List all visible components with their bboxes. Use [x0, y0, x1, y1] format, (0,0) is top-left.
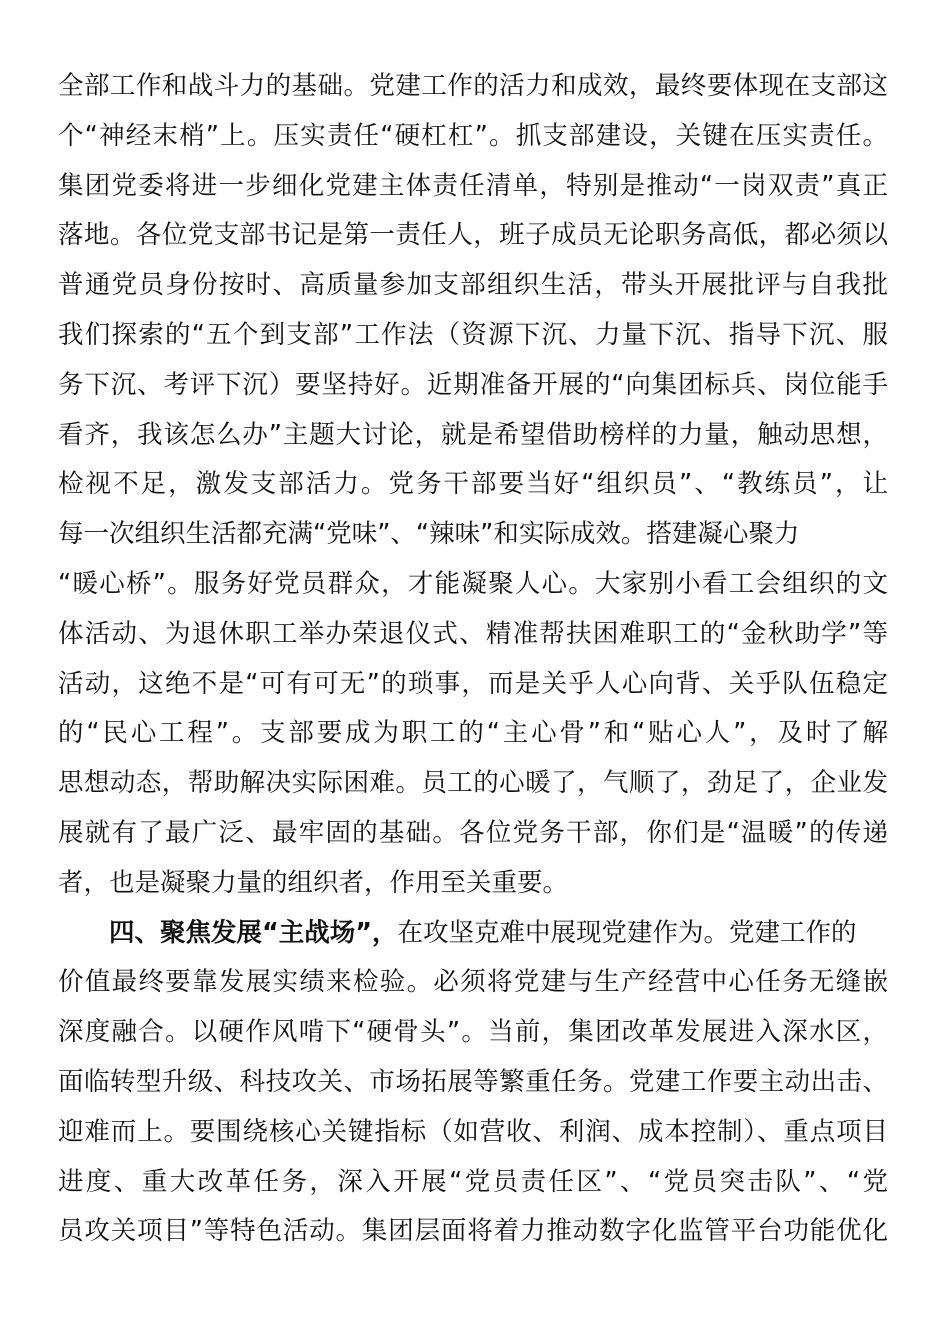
section-4-heading: 四、聚焦发展“主战场”，	[109, 917, 398, 948]
text-line: 每一次组织生活都充满“党味”、“辣味”和实际成效。搭建凝心聚力	[58, 519, 800, 550]
text-line: 员攻关项目”等特色活动。集团层面将着力推动数字化监管平台功能优化	[58, 1216, 888, 1247]
text-line: 展就有了最广泛、最牢固的基础。各位党务干部，你们是“温暖”的传递	[58, 817, 888, 848]
text-line: 集团党委将进一步细化党建主体责任清单，特别是推动“一岗双责”真正	[58, 170, 888, 201]
text-line: “暖心桥”。服务好党员群众，才能凝聚人心。大家别小看工会组织的文	[58, 568, 888, 599]
section-4-lead: 在攻坚克难中展现党建作为。党建工作的	[397, 917, 857, 948]
body-text	[58, 62, 888, 1257]
text-line: 思想动态，帮助解决实际困难。员工的心暖了，气顺了，劲足了，企业发	[58, 768, 888, 799]
text-line: 落地。各位党支部书记是第一责任人，班子成员无论职务高低，都必须以	[58, 220, 888, 251]
text-line: 迎难而上。要围绕核心关键指标（如营收、利润、成本控制）、重点项目	[58, 1116, 888, 1147]
section-4-first-line	[58, 909, 888, 959]
text-line: 价值最终要靠发展实绩来检验。必须将党建与生产经营中心任务无缝嵌	[58, 967, 888, 998]
text-line: 者，也是凝聚力量的组织者，作用至关重要。	[58, 867, 569, 898]
text-line: 看齐，我该怎么办”主题大讨论，就是希望借助榜样的力量，触动思想，	[58, 419, 888, 450]
text-line: 务下沉、考评下沉）要坚持好。近期准备开展的“向集团标兵、岗位能手	[58, 369, 888, 400]
text-line: 体活动、为退休职工举办荣退仪式、精准帮扶困难职工的“金秋助学”等	[58, 618, 888, 649]
text-line: 全部工作和战斗力的基础。党建工作的活力和成效，最终要体现在支部这	[58, 71, 888, 101]
text-line: 活动，这绝不是“可有可无”的琐事，而是关乎人心向背、关乎队伍稳定	[58, 668, 888, 699]
text-line: 面临转型升级、科技攻关、市场拓展等繁重任务。党建工作要主动出击、	[58, 1066, 888, 1097]
text-line: 个“神经末梢”上。压实责任“硬杠杠”。抓支部建设，关键在压实责任。	[58, 120, 888, 151]
text-line: 我们探索的“五个到支部”工作法（资源下沉、力量下沉、指导下沉、服	[58, 319, 888, 350]
text-line: 普通党员身份按时、高质量参加支部组织生活，带头开展批评与自我批	[58, 270, 888, 301]
text-line: 深度融合。以硬作风啃下“硬骨头”。当前，集团改革发展进入深水区，	[58, 1017, 888, 1048]
text-line: 检视不足，激发支部活力。党务干部要当好“组织员”、“教练员”，让	[58, 469, 888, 500]
text-line: 进度、重大改革任务，深入开展“党员责任区”、“党员突击队”、“党	[58, 1166, 888, 1197]
text-line: 的“民心工程”。支部要成为职工的“主心骨”和“贴心人”，及时了解	[58, 718, 888, 749]
